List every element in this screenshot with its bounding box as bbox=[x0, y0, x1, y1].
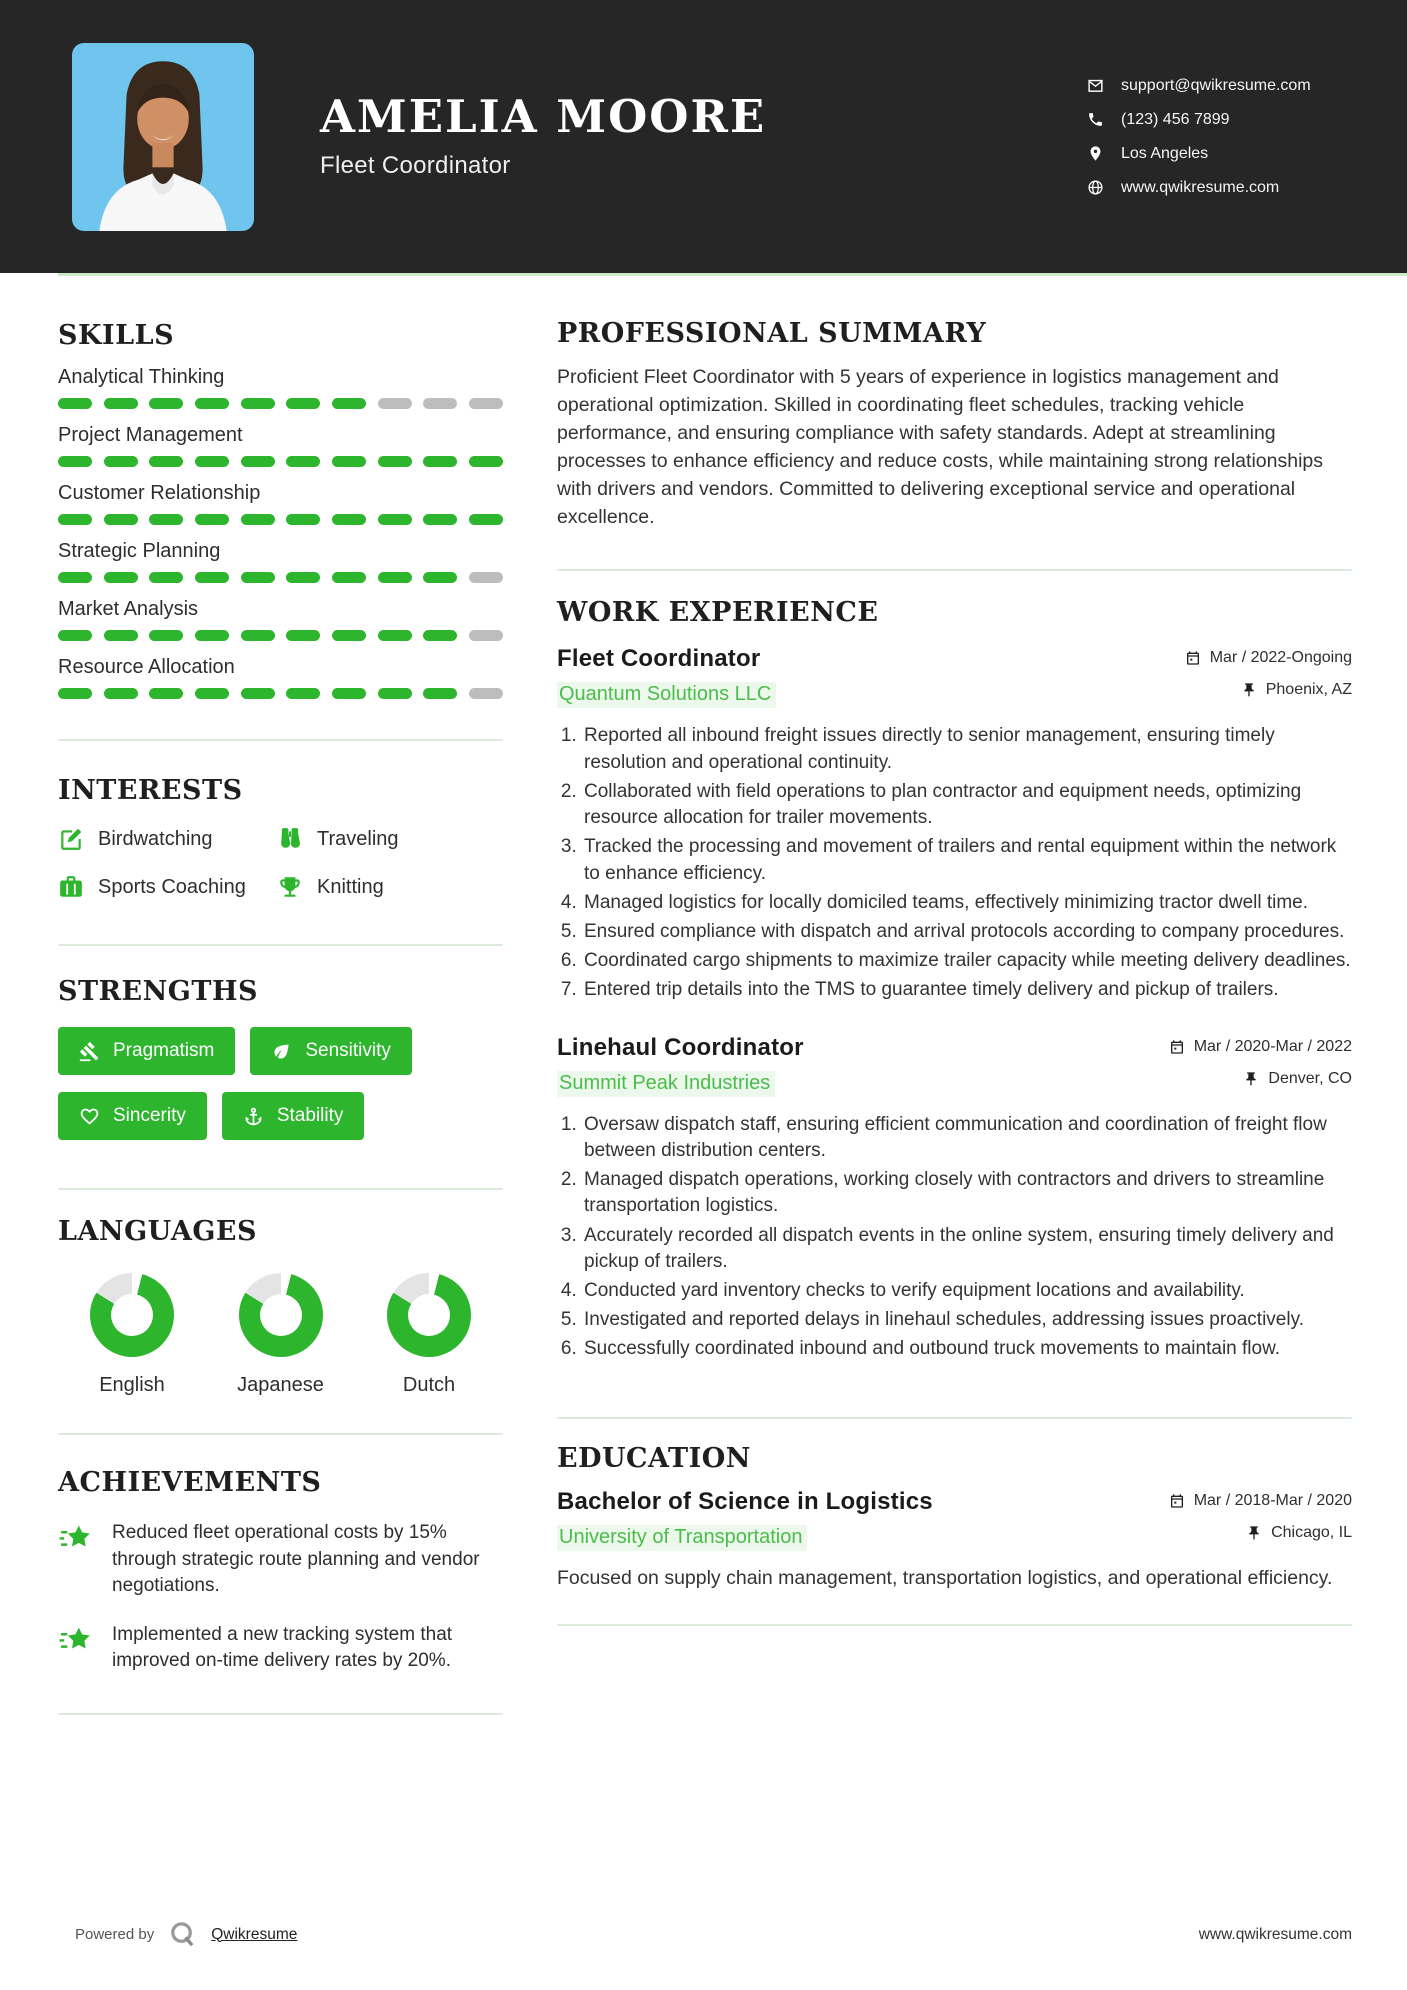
job-title-block bbox=[557, 645, 776, 708]
shooting-star-icon bbox=[58, 1521, 95, 1558]
strengths-list bbox=[58, 1027, 503, 1140]
interests-heading: INTERESTS bbox=[58, 775, 243, 806]
pushpin-icon bbox=[1241, 682, 1257, 698]
job-duty: 3. Tracked the processing and movement of trailers and rental equipment within the network to enhance efficiency. bbox=[582, 834, 1352, 886]
calendar-icon bbox=[1185, 650, 1201, 666]
education-degree: Bachelor of Science in Logistics bbox=[557, 1487, 933, 1515]
contact-location bbox=[1087, 145, 1355, 163]
language-label: English bbox=[99, 1374, 165, 1396]
strengths-heading: STRENGTHS bbox=[58, 976, 258, 1007]
strength-label: Pragmatism bbox=[113, 1040, 215, 1061]
skill-dash bbox=[195, 398, 229, 409]
skill-dash bbox=[378, 572, 412, 583]
languages-list bbox=[58, 1273, 503, 1397]
language-donut bbox=[90, 1273, 174, 1357]
briefcase-icon bbox=[58, 874, 84, 900]
contact-website-text: www.qwikresume.com bbox=[1121, 178, 1280, 196]
sidebar bbox=[58, 276, 503, 1715]
job-header bbox=[557, 1034, 1352, 1097]
skill-dash bbox=[332, 630, 366, 641]
achievement-item bbox=[58, 1622, 503, 1675]
main-content bbox=[557, 276, 1352, 1715]
donut-hole bbox=[260, 1294, 302, 1336]
language-item bbox=[217, 1273, 345, 1397]
skill-dash bbox=[286, 456, 320, 467]
work-heading: WORK EXPERIENCE bbox=[557, 597, 879, 629]
skill-dash bbox=[104, 514, 138, 525]
skill-dash bbox=[149, 688, 183, 699]
skill-dash bbox=[195, 572, 229, 583]
skill-dash bbox=[378, 688, 412, 699]
interest-item bbox=[58, 874, 277, 900]
languages-heading: LANGUAGES bbox=[58, 1216, 257, 1247]
powered-by-label: Powered by bbox=[75, 1926, 155, 1943]
skill-dash bbox=[378, 630, 412, 641]
globe-icon bbox=[1087, 179, 1104, 196]
skill-dash bbox=[241, 630, 275, 641]
language-label: Dutch bbox=[402, 1374, 456, 1396]
skill-dash bbox=[104, 688, 138, 699]
job-dates: Mar / 2020-Mar / 2022 bbox=[1193, 1037, 1352, 1055]
skill-dash bbox=[286, 514, 320, 525]
job-duties bbox=[557, 1112, 1352, 1363]
skill-dash bbox=[195, 688, 229, 699]
job-duty: 2. Managed dispatch operations, working closely with contractors and drivers to streamline transportation logistics. bbox=[582, 1167, 1352, 1219]
location-pin-icon bbox=[1087, 145, 1104, 162]
skill-dash bbox=[286, 398, 320, 409]
skill-dash bbox=[423, 630, 457, 641]
job-dates-row bbox=[1185, 649, 1352, 667]
skill-dash bbox=[469, 398, 503, 409]
skills-heading: SKILLS bbox=[58, 320, 175, 351]
skill-dash bbox=[469, 456, 503, 467]
job-duty: 5. Ensured compliance with dispatch and arrival protocols according to company procedures. bbox=[582, 919, 1352, 945]
section-divider bbox=[58, 1188, 503, 1190]
skill-label: Strategic Planning bbox=[58, 540, 221, 562]
contact-email-text: support@qwikresume.com bbox=[1121, 76, 1311, 94]
job-duty: 4. Managed logistics for locally domiciled teams, effectively minimizing tractor dwell time. bbox=[582, 890, 1352, 916]
education-title-block bbox=[557, 1488, 933, 1551]
skill-dash bbox=[241, 688, 275, 699]
job-location: Denver, CO bbox=[1268, 1069, 1352, 1087]
skill-dash bbox=[241, 514, 275, 525]
footer bbox=[0, 1919, 1407, 1950]
skill-dash bbox=[332, 456, 366, 467]
skill-dash bbox=[286, 572, 320, 583]
strength-label: Sensitivity bbox=[305, 1040, 391, 1061]
skill-dash bbox=[241, 398, 275, 409]
job-duty: 5. Investigated and reported delays in linehaul schedules, addressing issues proactively. bbox=[582, 1307, 1352, 1333]
skill-dash bbox=[195, 630, 229, 641]
pushpin-icon bbox=[1243, 1071, 1259, 1087]
language-item bbox=[365, 1273, 493, 1397]
skill-item bbox=[58, 656, 503, 699]
skill-label: Resource Allocation bbox=[58, 656, 235, 678]
job-location-row bbox=[1169, 1070, 1352, 1088]
contact-phone-text: (123) 456 7899 bbox=[1121, 110, 1230, 128]
education-dates: Mar / 2018-Mar / 2020 bbox=[1193, 1491, 1352, 1509]
education-location: Chicago, IL bbox=[1271, 1523, 1352, 1541]
summary-text: Proficient Fleet Coordinator with 5 years of experience in logistics management and operational optimization. Skilled in coordinating fleet schedules, tracking vehicle performance, and ensuring compliance with safety standards. Adept at streamlining processes to enhance efficiency and reduce costs, while maintaining strong relationships with drivers and vendors. Committed to delivering exceptional service and operational excellence. bbox=[557, 366, 1323, 529]
heart-icon bbox=[79, 1106, 100, 1127]
section-divider bbox=[58, 1713, 503, 1715]
skill-dash bbox=[378, 456, 412, 467]
job-duty: 1. Oversaw dispatch staff, ensuring efficient communication and coordination of freight flow between distribution centers. bbox=[582, 1112, 1352, 1164]
skill-dash bbox=[423, 514, 457, 525]
skill-dash bbox=[241, 572, 275, 583]
contact-phone[interactable] bbox=[1087, 111, 1355, 129]
strength-label: Stability bbox=[276, 1105, 344, 1126]
skill-dash bbox=[58, 514, 92, 525]
skill-dash bbox=[286, 630, 320, 641]
leaf-icon bbox=[271, 1041, 292, 1062]
footer-website[interactable]: www.qwikresume.com bbox=[1198, 1925, 1352, 1943]
qwikresume-logo-icon bbox=[167, 1919, 198, 1950]
calendar-icon bbox=[1169, 1493, 1185, 1509]
skill-dash bbox=[195, 456, 229, 467]
trophy-icon bbox=[277, 874, 303, 900]
education-description: Focused on supply chain management, transportation logistics, and operational efficiency. bbox=[557, 1566, 1333, 1589]
job-duty: 2. Collaborated with field operations to plan contractor and equipment needs, optimizing resource allocation for trailer movements. bbox=[582, 779, 1352, 831]
job-duty: 3. Accurately recorded all dispatch events in the online system, ensuring timely delivery and pickup of trailers. bbox=[582, 1223, 1352, 1275]
skill-dash bbox=[332, 688, 366, 699]
language-label: Japanese bbox=[237, 1374, 324, 1396]
job-title: Fleet Coordinator bbox=[557, 645, 761, 673]
section-divider bbox=[557, 569, 1352, 571]
strength-badge bbox=[250, 1027, 412, 1075]
job-duty: 6. Successfully coordinated inbound and outbound truck movements to maintain flow. bbox=[582, 1336, 1352, 1362]
contact-location-text: Los Angeles bbox=[1121, 144, 1209, 162]
skill-dash bbox=[58, 398, 92, 409]
job-duties bbox=[557, 723, 1352, 1003]
interest-item bbox=[58, 826, 277, 852]
strength-label: Sincerity bbox=[113, 1105, 186, 1126]
skill-item bbox=[58, 598, 503, 641]
strength-badge bbox=[222, 1092, 365, 1140]
education-dates-row bbox=[1169, 1492, 1352, 1510]
contact-website[interactable] bbox=[1087, 179, 1355, 197]
interest-item bbox=[277, 874, 503, 900]
skill-dash bbox=[423, 688, 457, 699]
skill-dash bbox=[469, 688, 503, 699]
strength-badge bbox=[58, 1092, 207, 1140]
summary-heading: PROFESSIONAL SUMMARY bbox=[557, 318, 987, 349]
skill-dash bbox=[104, 572, 138, 583]
job-company: Quantum Solutions LLC bbox=[557, 682, 776, 708]
skill-label: Project Management bbox=[58, 424, 243, 446]
skill-dash bbox=[104, 398, 138, 409]
skill-level-bar bbox=[58, 456, 503, 467]
skill-dash bbox=[423, 456, 457, 467]
achievement-item bbox=[58, 1520, 503, 1600]
avatar bbox=[72, 43, 254, 231]
envelope-icon bbox=[1087, 77, 1104, 94]
job-entry bbox=[557, 1034, 1352, 1363]
powered-by-block bbox=[75, 1919, 297, 1950]
pencil-square-icon bbox=[58, 826, 84, 852]
section-divider bbox=[58, 739, 503, 741]
skill-dash bbox=[58, 456, 92, 467]
skill-dash bbox=[149, 456, 183, 467]
profile-photo bbox=[72, 43, 254, 231]
skill-dash bbox=[58, 572, 92, 583]
section-divider bbox=[58, 944, 503, 946]
contact-email[interactable] bbox=[1087, 77, 1355, 95]
skill-item bbox=[58, 366, 503, 409]
phone-icon bbox=[1087, 111, 1104, 128]
skill-level-bar bbox=[58, 572, 503, 583]
skill-item bbox=[58, 540, 503, 583]
content-columns bbox=[0, 276, 1407, 1715]
skill-dash bbox=[423, 572, 457, 583]
skill-dash bbox=[332, 398, 366, 409]
job-duty: 7. Entered trip details into the TMS to guarantee timely delivery and pickup of trailers. bbox=[582, 977, 1352, 1003]
education-meta bbox=[1169, 1488, 1352, 1542]
education-entry bbox=[557, 1488, 1352, 1592]
strength-badge bbox=[58, 1027, 235, 1075]
donut-hole bbox=[408, 1294, 450, 1336]
job-company: Summit Peak Industries bbox=[557, 1071, 775, 1097]
donut-hole bbox=[111, 1294, 153, 1336]
pushpin-icon bbox=[1246, 1525, 1262, 1541]
job-meta bbox=[1169, 1034, 1352, 1088]
calendar-icon bbox=[1169, 1039, 1185, 1055]
skill-label: Analytical Thinking bbox=[58, 366, 225, 388]
language-donut bbox=[387, 1273, 471, 1357]
skill-dash bbox=[332, 572, 366, 583]
language-donut bbox=[239, 1273, 323, 1357]
anchor-icon bbox=[243, 1106, 264, 1127]
skill-dash bbox=[378, 398, 412, 409]
skill-dash bbox=[149, 514, 183, 525]
job-location-row bbox=[1185, 681, 1352, 699]
job-duty: 1. Reported all inbound freight issues directly to senior management, ensuring timely resolution and operational continuity. bbox=[582, 723, 1352, 775]
skill-level-bar bbox=[58, 630, 503, 641]
job-meta bbox=[1185, 645, 1352, 699]
section-divider bbox=[557, 1417, 1352, 1419]
education-location-row bbox=[1169, 1524, 1352, 1542]
skill-dash bbox=[423, 398, 457, 409]
qwikresume-link[interactable]: Qwikresume bbox=[211, 1925, 298, 1943]
skill-dash bbox=[58, 630, 92, 641]
job-title-block bbox=[557, 1034, 804, 1097]
skill-dash bbox=[332, 514, 366, 525]
interests-grid bbox=[58, 826, 503, 900]
person-job-title: Fleet Coordinator bbox=[320, 152, 511, 180]
achievement-text: Reduced fleet operational costs by 15% through strategic route planning and vendor negotiations. bbox=[112, 1522, 480, 1597]
skill-dash bbox=[149, 572, 183, 583]
job-dates: Mar / 2022-Ongoing bbox=[1209, 649, 1352, 667]
skill-item bbox=[58, 424, 503, 467]
education-school: University of Transportation bbox=[557, 1525, 807, 1551]
skill-label: Customer Relationship bbox=[58, 482, 261, 504]
achievement-text: Implemented a new tracking system that improved on-time delivery rates by 20%. bbox=[112, 1623, 453, 1672]
skill-dash bbox=[195, 514, 229, 525]
skill-level-bar bbox=[58, 688, 503, 699]
interest-label: Birdwatching bbox=[98, 827, 213, 850]
skill-label: Market Analysis bbox=[58, 598, 199, 620]
education-heading: EDUCATION bbox=[557, 1442, 751, 1474]
skill-dash bbox=[58, 688, 92, 699]
job-entry bbox=[557, 645, 1352, 1003]
interest-label: Sports Coaching bbox=[98, 875, 246, 898]
skill-level-bar bbox=[58, 398, 503, 409]
job-header bbox=[557, 645, 1352, 708]
skill-dash bbox=[104, 456, 138, 467]
skill-dash bbox=[149, 630, 183, 641]
skill-dash bbox=[469, 514, 503, 525]
contact-block bbox=[1087, 77, 1355, 197]
job-duty: 6. Coordinated cargo shipments to maximize trailer capacity while meeting delivery deadlines. bbox=[582, 948, 1352, 974]
person-name: AMELIA MOORE bbox=[320, 89, 767, 143]
skill-item bbox=[58, 482, 503, 525]
language-item bbox=[68, 1273, 196, 1397]
skill-dash bbox=[149, 398, 183, 409]
header bbox=[0, 0, 1407, 273]
skill-dash bbox=[286, 688, 320, 699]
section-divider bbox=[58, 1433, 503, 1435]
skill-dash bbox=[104, 630, 138, 641]
job-title: Linehaul Coordinator bbox=[557, 1033, 804, 1061]
interest-label: Knitting bbox=[317, 875, 384, 898]
gavel-icon bbox=[79, 1041, 100, 1062]
achievements-heading: ACHIEVEMENTS bbox=[58, 1467, 322, 1498]
skill-dash bbox=[241, 456, 275, 467]
skill-dash bbox=[469, 630, 503, 641]
interest-item bbox=[277, 826, 503, 852]
skill-dash bbox=[378, 514, 412, 525]
job-duty: 4. Conducted yard inventory checks to verify equipment locations and availability. bbox=[582, 1278, 1352, 1304]
skill-dash bbox=[469, 572, 503, 583]
job-dates-row bbox=[1169, 1038, 1352, 1056]
section-divider bbox=[557, 1624, 1352, 1626]
education-header bbox=[557, 1488, 1352, 1551]
skill-level-bar bbox=[58, 514, 503, 525]
shooting-star-icon bbox=[58, 1623, 95, 1660]
identity-block bbox=[320, 89, 767, 180]
binoculars-icon bbox=[277, 826, 303, 852]
job-location: Phoenix, AZ bbox=[1265, 681, 1352, 699]
interest-label: Traveling bbox=[317, 827, 399, 850]
